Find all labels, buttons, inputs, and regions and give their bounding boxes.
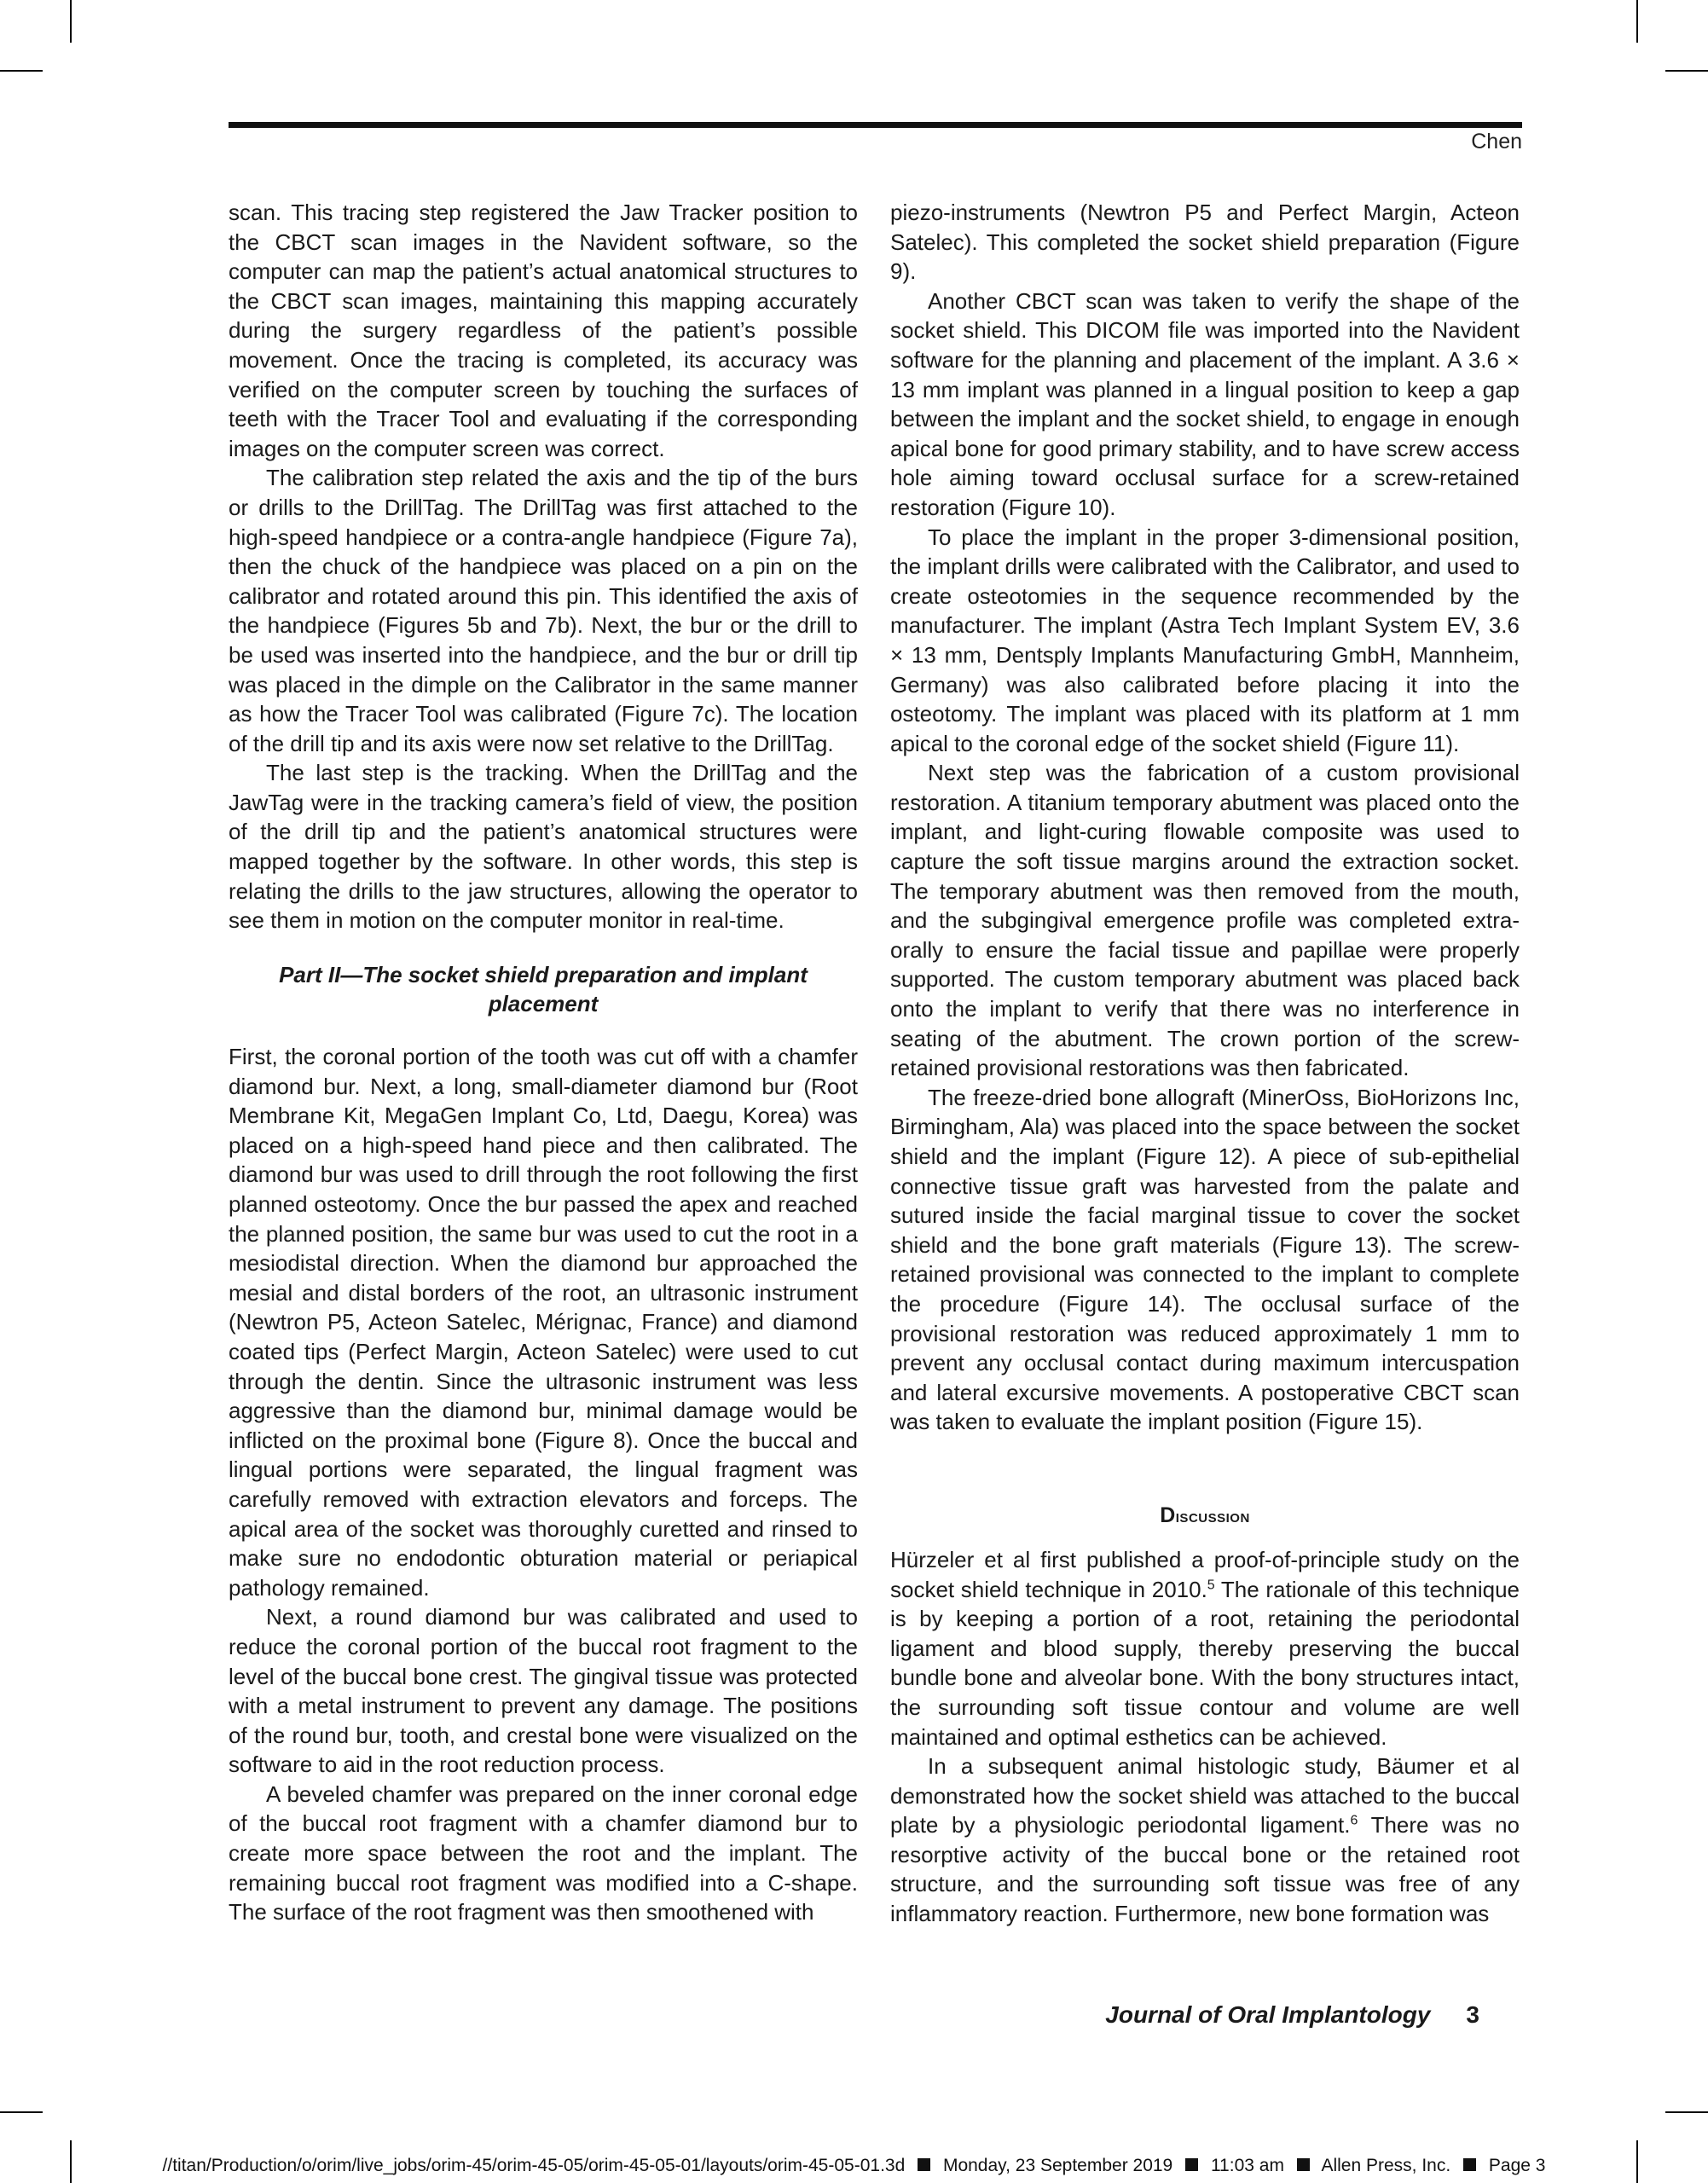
subsection-heading: Part II—The socket shield preparation and implant placement	[279, 961, 808, 1017]
square-bullet-icon	[1297, 2158, 1310, 2171]
paragraph: Another CBCT scan was taken to verify the shape of the socket shield. This DICOM file was imported into the Navident software for the planning and placement of the implant. A 3.6 × 13 mm implant was planned in a lingual position to keep a gap between the implant and the socket shield, to engage in enough apical bone for good primary stability, and to have screw access hole aiming toward occlusal surface for a screw-retained restoration (Figure 10).	[890, 287, 1520, 520]
paragraph: To place the implant in the proper 3-dimensional position, the implant drills were calibrated with the Calibrator, and used to create osteotomies in the sequence recommended by the manufacturer. The implant (Astra Tech Implant System EV, 3.6 × 13 mm, Dentsply Implants Manufacturing GmbH, Mannheim, Germany) was also calibrated before placing it into the osteotomy. The implant was placed with its platform at 1 mm apical to the coronal edge of the socket shield (Figure 11).	[890, 524, 1520, 756]
running-head: Chen	[1471, 130, 1522, 153]
paragraph	[890, 1752, 1520, 1929]
left-column	[229, 198, 858, 1927]
paragraph: The calibration step related the axis and the tip of the burs or drills to the DrillTag. The DrillTag was first attached to the high-speed handpiece or a contra-angle handpiece (Figure 7a), then the chuck of the handpiece was placed on a pin on the calibrator and rotated around this pin. This identified the axis of the handpiece (Figures 5b and 7b). Next, the bur or the drill to be used was inserted into the handpiece, and the bur or drill tip was placed in the dimple on the Calibrator in the same manner as how the Tracer Tool was calibrated (Figure 7c). The location of the drill tip and its axis were now set relative to the DrillTag.	[229, 465, 858, 756]
page-number: 3	[1466, 2001, 1479, 2028]
journal-title: Journal of Oral Implantology	[1105, 2001, 1431, 2028]
right-column	[890, 198, 1520, 1929]
section-heading-rest: iscussion	[1175, 1506, 1250, 1526]
paragraph: piezo-instruments (Newtron P5 and Perfect Margin, Acteon Satelec). This completed the socket shield preparation (Figure 9).	[890, 200, 1520, 285]
header-rule	[229, 122, 1522, 128]
paragraph: scan. This tracing step registered the Jaw Tracker position to the CBCT scan images in the Navident software, so the computer can map the patient’s actual anatomical structures to the CBCT scan images, maintaining this mapping accurately during the surgery regardless of the patient’s possible movement. Once the tracing is completed, its accuracy was verified on the computer screen by touching the surfaces of teeth with the Tracer Tool and evaluating if the corresponding images on the computer screen was correct.	[229, 200, 858, 461]
paragraph-text: There was no resorptive activity of the buccal bone or the retained root structure, and the surrounding soft tissue was free of any inflammatory reaction. Furthermore, new bone formation was	[890, 1812, 1520, 1927]
square-bullet-icon	[1185, 2158, 1198, 2171]
section-heading-initial: D	[1160, 1503, 1176, 1527]
square-bullet-icon	[1463, 2158, 1476, 2171]
paragraph-text: Hürzeler et al first published a proof-of-principle study on the socket shield technique in 2010.	[890, 1546, 1520, 1602]
paragraph: First, the coronal portion of the tooth was cut off with a chamfer diamond bur. Next, a long, small-diameter diamond bur (Root Membrane Kit, MegaGen Implant Co, Ltd, Daegu, Korea) was placed on a high-speed hand piece and then calibrated. The diamond bur was used to drill through the root following the first planned osteotomy. Once the bur passed the apex and reached the planned position, the same bur was used to cut the root in a mesiodistal direction. When the diamond bur approached the mesial and distal borders of the root, an ultrasonic instrument (Newtron P5, Acteon Satelec, Mérignac, France) and diamond coated tips (Perfect Margin, Acteon Satelec) were used to cut through the dentin. Since the ultrasonic instrument was less aggressive than the diamond bur, minimal damage would be inflicted on the proximal bone (Figure 8). Once the buccal and lingual portions were separated, the lingual fragment was carefully removed with extraction elevators and forceps. The apical area of the socket was thoroughly curetted and rinsed to make sure no endodontic obturation material or periapical pathology remained.	[229, 1044, 858, 1601]
journal-footer	[1105, 2001, 1479, 2029]
crop-mark	[1636, 0, 1638, 43]
crop-mark	[1665, 2111, 1708, 2113]
section-heading	[890, 1501, 1520, 1532]
paragraph: Next, a round diamond bur was calibrated and used to reduce the coronal portion of the buccal root fragment to the level of the buccal bone crest. The gingival tissue was protected with a metal instrument to prevent any damage. The positions of the round bur, tooth, and crestal bone were visualized on the software to aid in the root reduction process.	[229, 1604, 858, 1778]
square-bullet-icon	[918, 2158, 930, 2171]
paragraph-text: The rationale of this technique is by keeping a portion of a root, retaining the periodontal ligament and blood supply, thereby preserving the buccal bundle bone and alveolar bone. With the bony structures intact, the surrounding soft tissue contour and volume are well maintained and optimal esthetics can be achieved.	[890, 1576, 1520, 1750]
reference-citation[interactable]: 5	[1207, 1577, 1215, 1592]
paragraph: Next step was the fabrication of a custom provisional restoration. A titanium temporary abutment was placed onto the implant, and light-curing flowable composite was used to capture the soft tissue margins around the extraction socket. The temporary abutment was then removed from the mouth, and the subgingival emergence profile was completed extra-orally to ensure the facial tissue and papillae were properly supported. The custom temporary abutment was placed back onto the implant to verify that there was no interference in seating of the abutment. The crown portion of the screw-retained provisional restorations was then fabricated.	[890, 760, 1520, 1081]
reference-citation[interactable]: 6	[1350, 1813, 1358, 1828]
crop-mark	[0, 70, 43, 72]
slug-path: //titan/Production/o/orim/live_jobs/orim-45/orim-45-05/orim-45-05-01/layouts/orim-45-05-01.3d	[162, 2156, 906, 2175]
paragraph-text: In a subsequent animal histologic study, Bäumer et al demonstrated how the socket shield was attached to the buccal plate by a physiologic periodontal ligament.	[890, 1753, 1520, 1838]
paragraph: The last step is the tracking. When the DrillTag and the JawTag were in the tracking camera’s field of view, the position of the drill tip and the patient’s anatomical structures were mapped together by the software. In other words, this step is relating the drills to the jaw structures, allowing the operator to see them in motion on the computer monitor in real-time.	[229, 760, 858, 934]
slug-time: 11:03 am	[1210, 2156, 1284, 2175]
crop-mark	[0, 2111, 43, 2113]
paragraph: A beveled chamfer was prepared on the inner coronal edge of the buccal root fragment with a chamfer diamond bur to create more space between the root and the implant. The remaining buccal root fragment was modified into a C-shape. The surface of the root fragment was then smoothened with	[229, 1781, 858, 1925]
paragraph: The freeze-dried bone allograft (MinerOss, BioHorizons Inc, Birmingham, Ala) was placed into the space between the socket shield and the implant (Figure 12). A piece of sub-epithelial connective tissue graft was harvested from the palate and sutured inside the facial marginal tissue to cover the socket shield and the bone graft materials (Figure 13). The screw-retained provisional was connected to the implant to complete the procedure (Figure 14). The occlusal surface of the provisional restoration was reduced approximately 1 mm to prevent any occlusal contact during maximum intercuspation and lateral excursive movements. A postoperative CBCT scan was taken to evaluate the implant position (Figure 15).	[890, 1084, 1520, 1435]
slug-date: Monday, 23 September 2019	[942, 2156, 1173, 2175]
paragraph	[890, 1545, 1520, 1752]
slug-page: Page 3	[1488, 2156, 1546, 2175]
production-slug	[0, 2156, 1708, 2176]
crop-mark	[70, 0, 72, 43]
crop-mark	[1665, 70, 1708, 72]
slug-publisher: Allen Press, Inc.	[1321, 2156, 1451, 2175]
